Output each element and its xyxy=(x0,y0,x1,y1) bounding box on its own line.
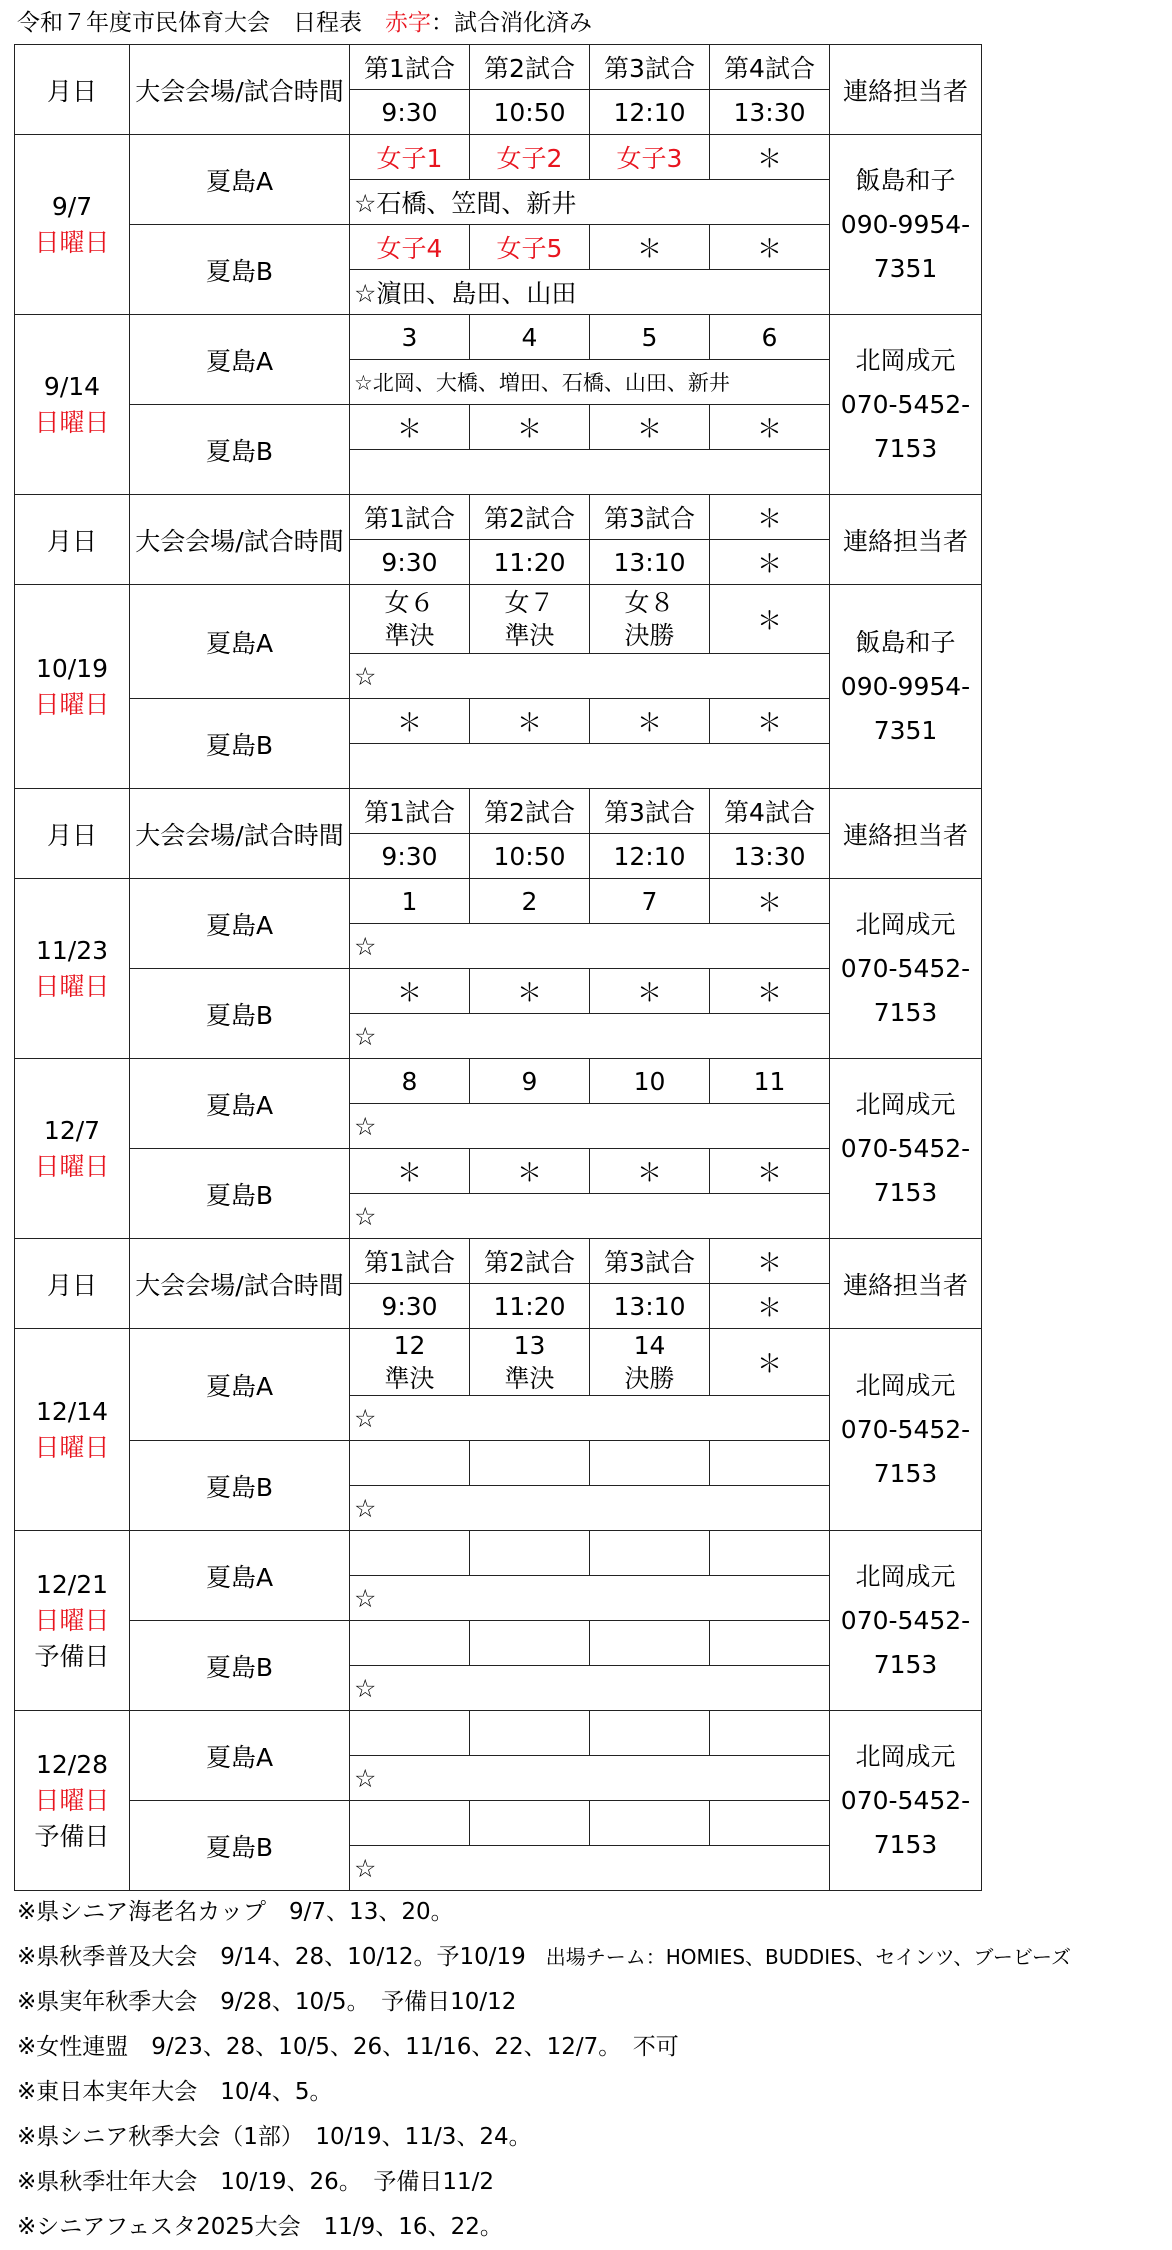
member-note xyxy=(350,744,830,789)
schedule-row xyxy=(15,315,982,360)
member-note: ☆ xyxy=(350,1666,830,1711)
contact-tel: 7351 xyxy=(873,715,938,745)
note-text: ※県シニア秋季大会（1部） 10/19、11/3、24。 xyxy=(17,2124,532,2150)
game-cell: ＊ xyxy=(350,969,470,1014)
notes-list xyxy=(17,1890,1167,2250)
header-row xyxy=(15,45,982,90)
contact-name: 飯島和子 xyxy=(855,165,956,195)
contact-cell xyxy=(830,879,982,1059)
game-cell xyxy=(470,1329,590,1396)
game-cell xyxy=(470,585,590,654)
game-cell: 女子3 xyxy=(590,135,710,180)
note-text: ※県実年秋季大会 9/28、10/5。 予備日10/12 xyxy=(17,1989,517,2015)
game-cell: ＊ xyxy=(710,135,830,180)
schedule-row xyxy=(15,585,982,654)
game-header: 第2試合 xyxy=(470,789,590,834)
game-cell: ＊ xyxy=(590,225,710,270)
venue-cell: 夏島A xyxy=(130,135,350,225)
game-cell xyxy=(590,1531,710,1576)
contact-name: 北岡成元 xyxy=(855,1370,956,1400)
game-label: 女７ xyxy=(504,588,555,617)
schedule-row xyxy=(15,135,982,180)
game-time: ＊ xyxy=(710,1284,830,1329)
game-header: 第1試合 xyxy=(350,789,470,834)
game-time: 10:50 xyxy=(470,834,590,879)
contact-header: 連絡担当者 xyxy=(830,45,982,135)
game-cell xyxy=(710,1801,830,1846)
game-time: 11:20 xyxy=(470,1284,590,1329)
game-cell: 6 xyxy=(710,315,830,360)
contact-cell xyxy=(830,1531,982,1711)
venue-cell: 夏島A xyxy=(130,315,350,405)
game-cell: 2 xyxy=(470,879,590,924)
game-cell: ＊ xyxy=(590,405,710,450)
venue-cell: 夏島A xyxy=(130,879,350,969)
game-cell xyxy=(590,1801,710,1846)
game-time: 13:30 xyxy=(710,834,830,879)
game-cell xyxy=(710,1441,830,1486)
note-item xyxy=(17,2160,1167,2205)
note-text: ※女性連盟 9/23、28、10/5、26、11/16、22、12/7。 不可 xyxy=(17,2034,679,2060)
date-cell xyxy=(15,1531,130,1711)
game-cell xyxy=(590,1711,710,1756)
game-header: 第1試合 xyxy=(350,45,470,90)
schedule-row xyxy=(15,1329,982,1396)
game-cell: 7 xyxy=(590,879,710,924)
reserve-day-label: 予備日 xyxy=(34,1641,110,1671)
contact-name: 北岡成元 xyxy=(855,1089,956,1119)
game-cell: ＊ xyxy=(710,969,830,1014)
date-label: 11/23 xyxy=(35,935,109,965)
game-cell xyxy=(710,1621,830,1666)
game-cell: ＊ xyxy=(710,405,830,450)
game-time: ＊ xyxy=(710,540,830,585)
game-round: 準決 xyxy=(504,621,555,650)
contact-name: 北岡成元 xyxy=(855,909,956,939)
note-text: ※県シニア海老名カップ 9/7、13、20。 xyxy=(17,1899,454,1925)
date-label: 10/19 xyxy=(35,653,109,683)
contact-tel: 090-9954- xyxy=(840,671,971,701)
game-cell: ＊ xyxy=(470,405,590,450)
game-header: ＊ xyxy=(710,495,830,540)
contact-header: 連絡担当者 xyxy=(830,1239,982,1329)
game-cell xyxy=(470,1441,590,1486)
venue-cell: 夏島B xyxy=(130,969,350,1059)
game-time: 9:30 xyxy=(350,540,470,585)
game-header: 第3試合 xyxy=(590,1239,710,1284)
game-cell: ＊ xyxy=(470,699,590,744)
game-label: 14 xyxy=(633,1331,666,1360)
page-title xyxy=(17,4,592,42)
game-round: 準決 xyxy=(504,1364,555,1393)
contact-cell xyxy=(830,315,982,495)
contact-tel: 090-9954- xyxy=(840,209,971,239)
member-note: ☆ xyxy=(350,654,830,699)
contact-cell xyxy=(830,1711,982,1891)
venue-header: 大会会場/試合時間 xyxy=(130,495,350,585)
game-cell: ＊ xyxy=(350,405,470,450)
note-text: ※県秋季壮年大会 10/19、26。 予備日11/2 xyxy=(17,2169,494,2195)
schedule-table xyxy=(14,44,982,1891)
date-cell xyxy=(15,1329,130,1531)
contact-tel: 070-5452- xyxy=(840,1785,971,1815)
venue-cell: 夏島A xyxy=(130,585,350,699)
header-row xyxy=(15,495,982,540)
game-cell xyxy=(350,585,470,654)
venue-header: 大会会場/試合時間 xyxy=(130,45,350,135)
note-text: ※県秋季普及大会 9/14、28、10/12。予10/19 xyxy=(17,1944,526,1970)
weekday-label: 日曜日 xyxy=(34,971,110,1001)
member-note: ☆ xyxy=(350,1576,830,1621)
game-cell xyxy=(350,1711,470,1756)
game-cell: ＊ xyxy=(350,699,470,744)
game-cell: ＊ xyxy=(710,585,830,654)
date-cell xyxy=(15,315,130,495)
weekday-label: 日曜日 xyxy=(34,1432,110,1462)
header-row xyxy=(15,1239,982,1284)
note-item xyxy=(17,1890,1167,1935)
game-time: 9:30 xyxy=(350,834,470,879)
game-cell xyxy=(470,1621,590,1666)
contact-tel: 7153 xyxy=(873,997,938,1027)
game-cell xyxy=(350,1441,470,1486)
game-cell xyxy=(590,1441,710,1486)
date-cell xyxy=(15,1059,130,1239)
venue-cell: 夏島A xyxy=(130,1531,350,1621)
reserve-day-label: 予備日 xyxy=(34,1821,110,1851)
legend-description: ：試合消化済み xyxy=(431,10,592,36)
contact-tel: 070-5452- xyxy=(840,953,971,983)
game-cell: ＊ xyxy=(470,1149,590,1194)
venue-cell: 夏島B xyxy=(130,1621,350,1711)
note-text: ※東日本実年大会 10/4、5。 xyxy=(17,2079,333,2105)
date-cell xyxy=(15,585,130,789)
game-header: 第4試合 xyxy=(710,45,830,90)
game-cell: ＊ xyxy=(350,1149,470,1194)
contact-tel: 070-5452- xyxy=(840,1605,971,1635)
date-label: 12/7 xyxy=(43,1115,101,1145)
game-label: 13 xyxy=(513,1331,546,1360)
member-note: ☆ xyxy=(350,924,830,969)
note-item xyxy=(17,2025,1167,2070)
game-cell: 9 xyxy=(470,1059,590,1104)
venue-cell: 夏島B xyxy=(130,1149,350,1239)
game-label: 女８ xyxy=(624,588,675,617)
game-header: 第2試合 xyxy=(470,495,590,540)
date-cell xyxy=(15,879,130,1059)
game-time: 11:20 xyxy=(470,540,590,585)
game-cell: 女子2 xyxy=(470,135,590,180)
game-cell: 女子4 xyxy=(350,225,470,270)
game-cell: 女子1 xyxy=(350,135,470,180)
legend-red-label: 赤字 xyxy=(385,10,431,36)
game-header: 第2試合 xyxy=(470,45,590,90)
note-item xyxy=(17,1935,1167,1980)
game-cell: ＊ xyxy=(710,225,830,270)
venue-header: 大会会場/試合時間 xyxy=(130,1239,350,1329)
contact-tel: 070-5452- xyxy=(840,1414,971,1444)
member-note: ☆ xyxy=(350,1486,830,1531)
member-note: ☆ xyxy=(350,1014,830,1059)
game-cell xyxy=(710,1531,830,1576)
venue-cell: 夏島A xyxy=(130,1329,350,1441)
game-header: 第3試合 xyxy=(590,45,710,90)
venue-cell: 夏島A xyxy=(130,1711,350,1801)
game-cell xyxy=(470,1801,590,1846)
contact-cell xyxy=(830,135,982,315)
note-aside: 出場チーム：HOMIES、BUDDIES、セインツ、ブービーズ xyxy=(525,1945,1072,1969)
game-header: ＊ xyxy=(710,1239,830,1284)
note-item xyxy=(17,2205,1167,2250)
contact-tel: 7153 xyxy=(873,1177,938,1207)
game-cell: ＊ xyxy=(590,699,710,744)
member-note xyxy=(350,450,830,495)
schedule-row xyxy=(15,879,982,924)
note-item xyxy=(17,2115,1167,2160)
game-cell: 1 xyxy=(350,879,470,924)
game-header: 第3試合 xyxy=(590,495,710,540)
contact-cell xyxy=(830,1059,982,1239)
game-cell xyxy=(470,1531,590,1576)
game-cell xyxy=(350,1621,470,1666)
game-label: 12 xyxy=(393,1331,426,1360)
game-round: 準決 xyxy=(384,1364,435,1393)
game-cell: ＊ xyxy=(710,879,830,924)
game-cell: ＊ xyxy=(710,699,830,744)
member-note: ☆ xyxy=(350,1194,830,1239)
contact-name: 北岡成元 xyxy=(855,1561,956,1591)
game-cell xyxy=(350,1329,470,1396)
game-header: 第1試合 xyxy=(350,495,470,540)
date-header: 月日 xyxy=(15,789,130,879)
contact-name: 飯島和子 xyxy=(855,627,956,657)
weekday-label: 日曜日 xyxy=(34,407,110,437)
game-cell: 3 xyxy=(350,315,470,360)
contact-header: 連絡担当者 xyxy=(830,495,982,585)
game-time: 12:10 xyxy=(590,834,710,879)
contact-cell xyxy=(830,1329,982,1531)
date-label: 9/7 xyxy=(51,191,93,221)
member-note: ☆ xyxy=(350,1104,830,1149)
game-header: 第4試合 xyxy=(710,789,830,834)
date-label: 12/14 xyxy=(35,1396,109,1426)
contact-name: 北岡成元 xyxy=(855,345,956,375)
contact-tel: 7153 xyxy=(873,1458,938,1488)
venue-cell: 夏島B xyxy=(130,1441,350,1531)
note-item xyxy=(17,2070,1167,2115)
game-round: 決勝 xyxy=(624,1364,675,1393)
game-header: 第2試合 xyxy=(470,1239,590,1284)
game-cell xyxy=(590,1329,710,1396)
game-cell: ＊ xyxy=(710,1149,830,1194)
venue-cell: 夏島B xyxy=(130,1801,350,1891)
game-time: 9:30 xyxy=(350,1284,470,1329)
game-header: 第1試合 xyxy=(350,1239,470,1284)
venue-header: 大会会場/試合時間 xyxy=(130,789,350,879)
venue-cell: 夏島B xyxy=(130,225,350,315)
contact-tel: 7153 xyxy=(873,1829,938,1859)
date-label: 12/21 xyxy=(35,1569,109,1599)
venue-cell: 夏島B xyxy=(130,405,350,495)
game-cell xyxy=(590,1621,710,1666)
contact-tel: 070-5452- xyxy=(840,389,971,419)
date-header: 月日 xyxy=(15,45,130,135)
game-cell xyxy=(710,1711,830,1756)
member-note: ☆北岡、大橋、増田、石橋、山田、新井 xyxy=(350,360,830,405)
schedule-row xyxy=(15,1531,982,1576)
game-cell: 10 xyxy=(590,1059,710,1104)
contact-tel: 070-5452- xyxy=(840,1133,971,1163)
member-note: ☆ xyxy=(350,1396,830,1441)
game-round: 準決 xyxy=(384,621,435,650)
game-cell: ＊ xyxy=(590,1149,710,1194)
game-time: 12:10 xyxy=(590,90,710,135)
date-cell xyxy=(15,135,130,315)
weekday-label: 日曜日 xyxy=(34,689,110,719)
contact-tel: 7153 xyxy=(873,433,938,463)
game-cell xyxy=(590,585,710,654)
game-cell: 5 xyxy=(590,315,710,360)
game-cell: 11 xyxy=(710,1059,830,1104)
game-time: 13:10 xyxy=(590,1284,710,1329)
game-cell xyxy=(470,1711,590,1756)
game-cell: ＊ xyxy=(710,1329,830,1396)
game-cell: ＊ xyxy=(470,969,590,1014)
header-row xyxy=(15,789,982,834)
game-time: 10:50 xyxy=(470,90,590,135)
date-label: 12/28 xyxy=(35,1749,109,1779)
schedule-row xyxy=(15,1059,982,1104)
date-cell xyxy=(15,1711,130,1891)
note-item xyxy=(17,1980,1167,2025)
game-cell xyxy=(350,1801,470,1846)
game-cell: ＊ xyxy=(590,969,710,1014)
game-header: 第3試合 xyxy=(590,789,710,834)
note-text: ※シニアフェスタ2025大会 11/9、16、22。 xyxy=(17,2214,503,2240)
date-header: 月日 xyxy=(15,495,130,585)
title-text: 令和７年度市民体育大会 日程表 xyxy=(17,10,385,36)
contact-tel: 7153 xyxy=(873,1649,938,1679)
weekday-label: 日曜日 xyxy=(34,1605,110,1635)
member-note: ☆濵田、島田、山田 xyxy=(350,270,830,315)
weekday-label: 日曜日 xyxy=(34,1151,110,1181)
game-cell: 4 xyxy=(470,315,590,360)
game-round: 決勝 xyxy=(624,621,675,650)
member-note: ☆ xyxy=(350,1846,830,1891)
game-time: 9:30 xyxy=(350,90,470,135)
contact-name: 北岡成元 xyxy=(855,1741,956,1771)
game-time: 13:30 xyxy=(710,90,830,135)
game-cell: 女子5 xyxy=(470,225,590,270)
contact-header: 連絡担当者 xyxy=(830,789,982,879)
date-label: 9/14 xyxy=(43,371,101,401)
venue-cell: 夏島B xyxy=(130,699,350,789)
game-time: 13:10 xyxy=(590,540,710,585)
member-note: ☆石橋、笠間、新井 xyxy=(350,180,830,225)
contact-cell xyxy=(830,585,982,789)
game-cell: 8 xyxy=(350,1059,470,1104)
date-header: 月日 xyxy=(15,1239,130,1329)
weekday-label: 日曜日 xyxy=(34,1785,110,1815)
contact-tel: 7351 xyxy=(873,253,938,283)
schedule-row xyxy=(15,1711,982,1756)
game-label: 女６ xyxy=(384,588,435,617)
member-note: ☆ xyxy=(350,1756,830,1801)
game-cell xyxy=(350,1531,470,1576)
weekday-label: 日曜日 xyxy=(34,227,110,257)
venue-cell: 夏島A xyxy=(130,1059,350,1149)
